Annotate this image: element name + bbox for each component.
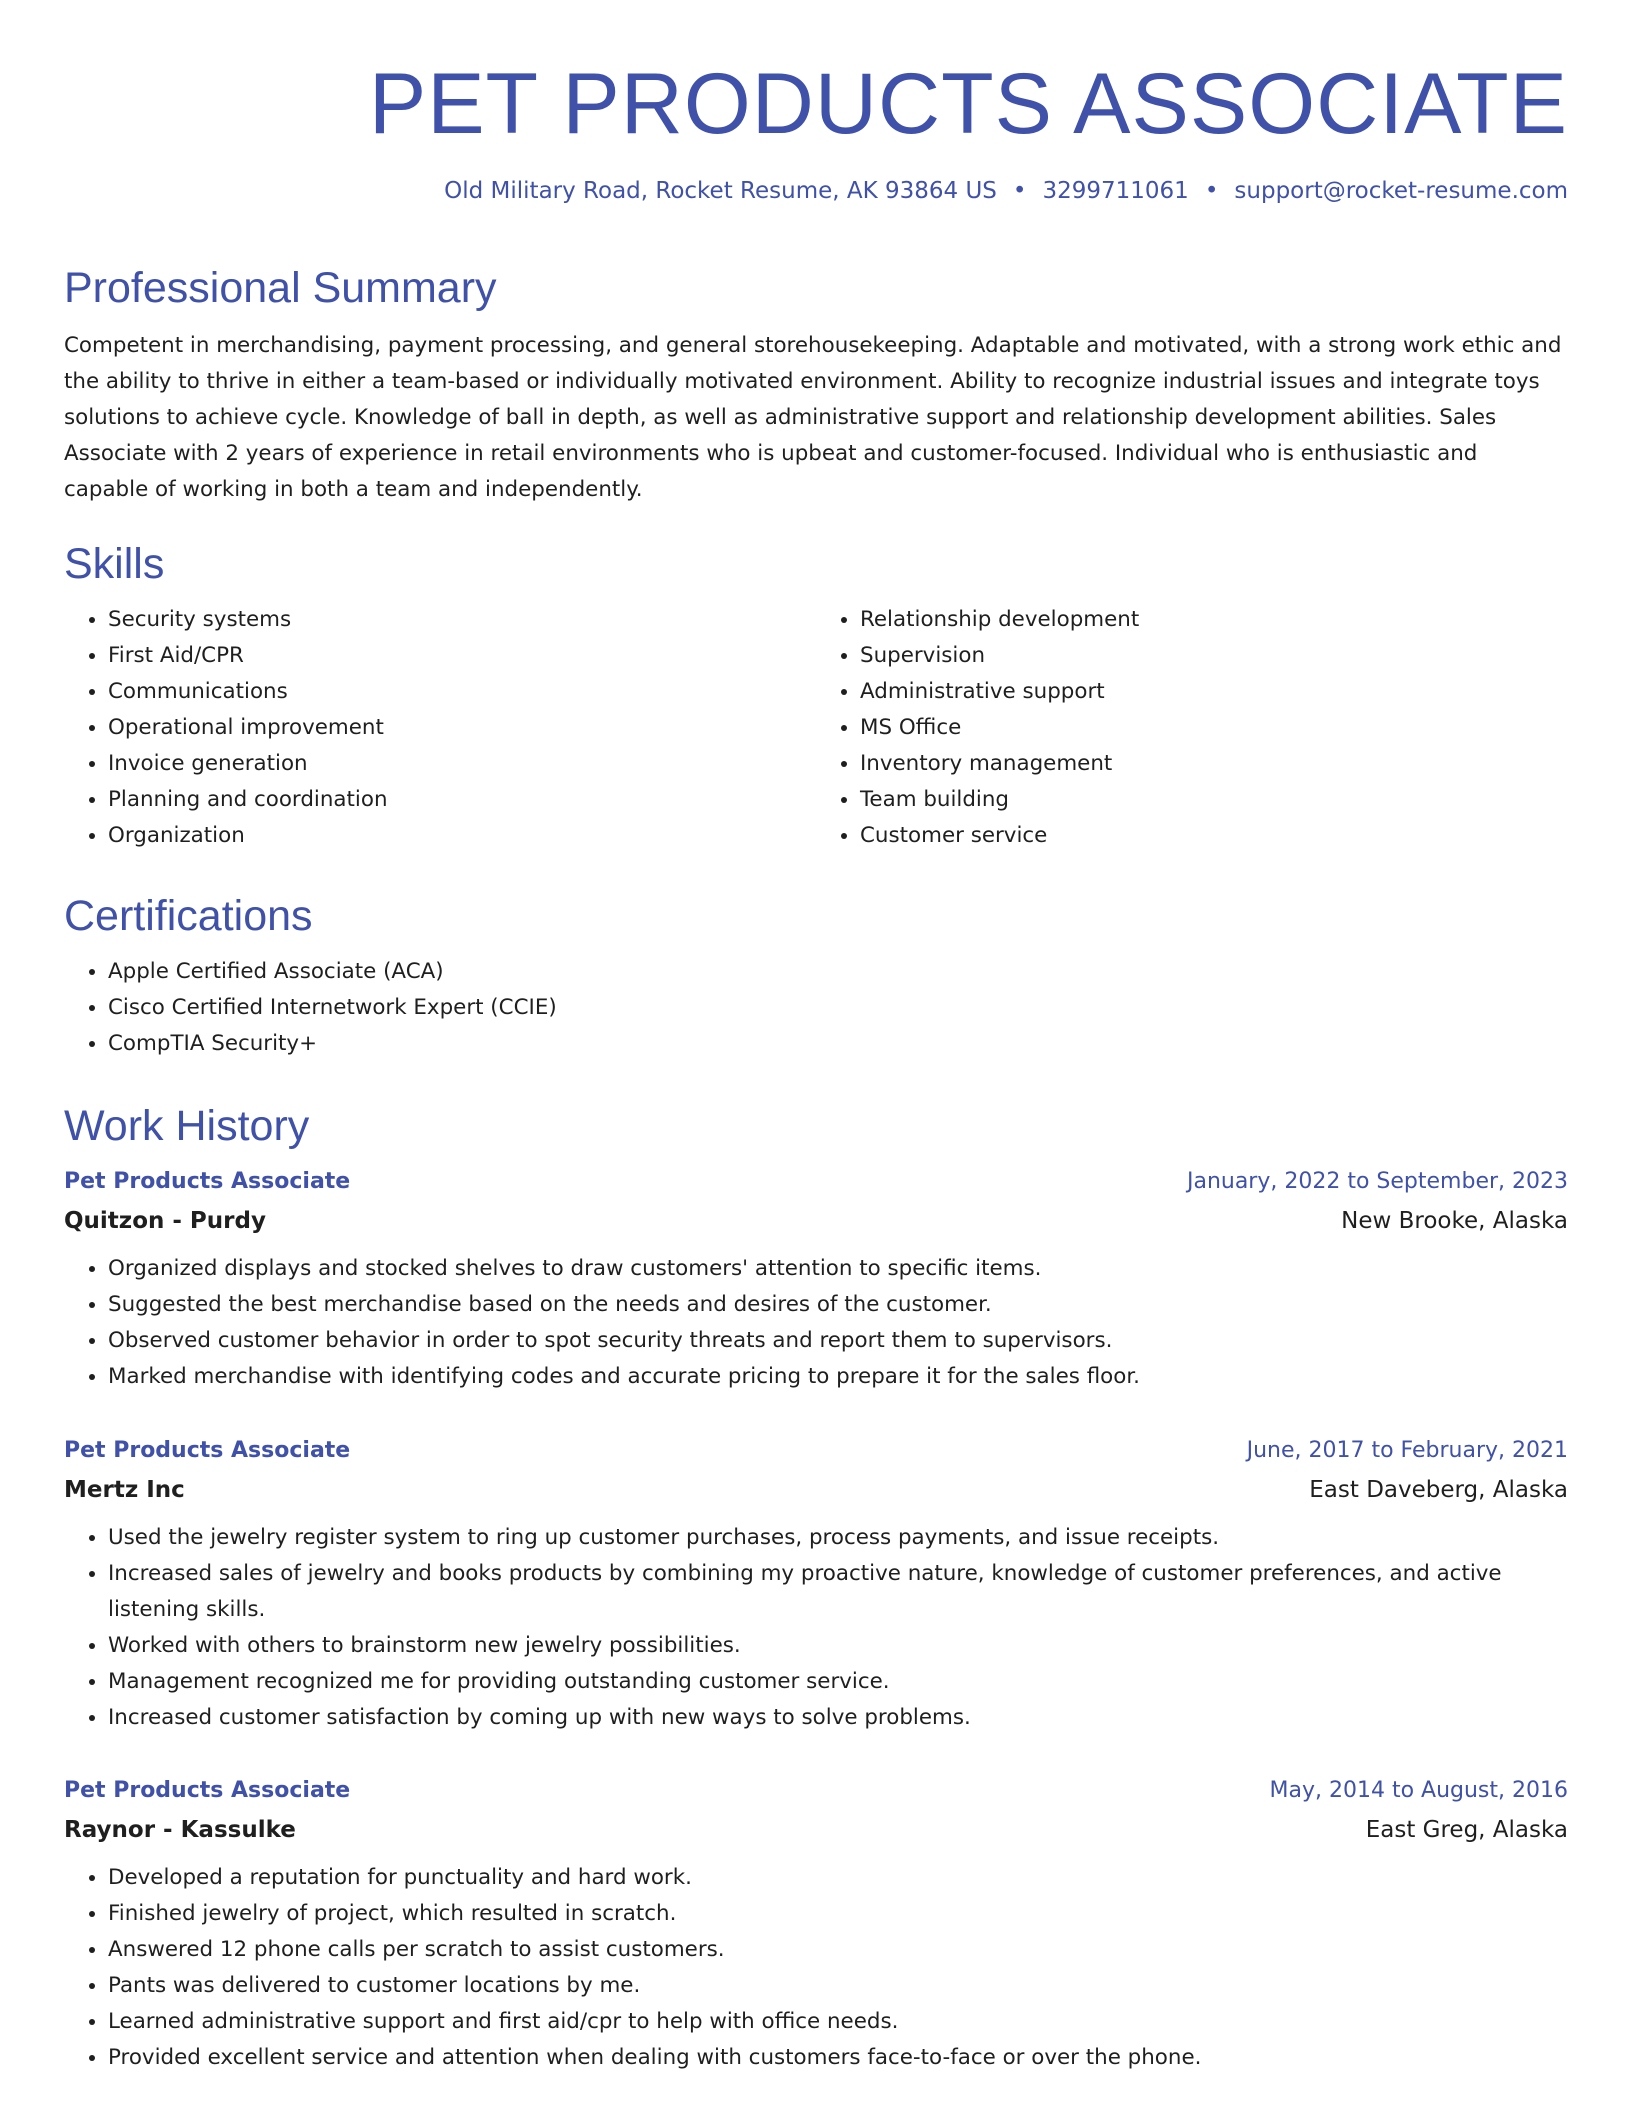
summary-text: Competent in merchandising, payment processing, and general storehousekeeping. Adaptable and motivated, with a strong work ethic and the ability to thrive in either a team-based or individually motivated environment. Ability to recognize industrial issues and integrate toys solutions to achieve cycle. Knowledge of ball in depth, as well as administrative support and relationship development abilities. Sales Associate with 2 years of experience in retail environments who is upbeat and customer-focused. Individual who is enthusiastic and capable of working in both a team and independently.	[64, 333, 1562, 502]
job-subheader	[64, 1814, 1568, 1846]
skill-item: • Operational improvement	[108, 710, 816, 746]
job-bullets	[64, 1251, 1568, 1395]
summary-heading: Professional Summary	[64, 264, 497, 312]
skill-item: • Organization	[108, 818, 816, 854]
job-location: New Brooke, Alaska	[1341, 1208, 1568, 1234]
job-bullets	[64, 1860, 1568, 2076]
skills-list-left	[64, 602, 816, 854]
skill-item: • Communications	[108, 674, 816, 710]
company-name: Raynor - Kassulke	[64, 1817, 296, 1843]
job-entry	[64, 1436, 1568, 1736]
job-bullet: • Suggested the best merchandise based on the needs and desires of the customer.	[108, 1287, 1568, 1323]
job-title: Pet Products Associate	[64, 1438, 351, 1463]
job-entry	[64, 1776, 1568, 2076]
skills-list-right	[816, 602, 1568, 854]
work-history-section	[64, 1100, 1568, 1152]
skills-heading: Skills	[64, 540, 165, 588]
resume-title: PET PRODUCTS ASSOCIATE	[368, 56, 1568, 152]
skill-item: • Planning and coordination	[108, 782, 816, 818]
job-bullet: • Worked with others to brainstorm new jewelry possibilities.	[108, 1628, 1568, 1664]
job-bullet: • Pants was delivered to customer locations by me.	[108, 1968, 1568, 2004]
job-bullet: • Management recognized me for providing outstanding customer service.	[108, 1664, 1568, 1700]
job-header	[64, 1436, 1568, 1466]
job-dates: January, 2022 to September, 2023	[1186, 1169, 1568, 1194]
certification-item: • Apple Certified Associate (ACA)	[108, 954, 1568, 990]
job-bullets	[64, 1520, 1568, 1736]
skill-item: • Customer service	[860, 818, 1568, 854]
phone-text: 3299711061	[1042, 178, 1189, 204]
separator: •	[1012, 178, 1027, 204]
skill-item: • Relationship development	[860, 602, 1568, 638]
address-text: Old Military Road, Rocket Resume, AK 93864 US	[444, 178, 997, 204]
certifications-heading: Certifications	[64, 892, 313, 940]
job-location: East Greg, Alaska	[1365, 1817, 1568, 1843]
certifications-list	[64, 954, 1568, 1062]
skills-section	[64, 538, 1568, 854]
job-bullet: • Used the jewelry register system to ring up customer purchases, process payments, and issue receipts.	[108, 1520, 1568, 1556]
summary-section	[64, 262, 1568, 508]
skill-item: • Team building	[860, 782, 1568, 818]
job-bullet: • Increased sales of jewelry and books products by combining my proactive nature, knowledge of customer preferences, and active listening skills.	[108, 1556, 1568, 1628]
skill-item: • Supervision	[860, 638, 1568, 674]
job-bullet: • Marked merchandise with identifying codes and accurate pricing to prepare it for the sales floor.	[108, 1359, 1568, 1395]
skill-item: • Inventory management	[860, 746, 1568, 782]
job-header	[64, 1167, 1568, 1197]
job-bullet: • Learned administrative support and first aid/cpr to help with office needs.	[108, 2004, 1568, 2040]
separator: •	[1204, 178, 1219, 204]
certification-item: • Cisco Certified Internetwork Expert (CCIE)	[108, 990, 1568, 1026]
skill-item: • Administrative support	[860, 674, 1568, 710]
job-entry	[64, 1167, 1568, 1395]
company-name: Mertz Inc	[64, 1477, 185, 1503]
certifications-section	[64, 890, 1568, 1062]
job-header	[64, 1776, 1568, 1806]
job-location: East Daveberg, Alaska	[1309, 1477, 1568, 1503]
certification-item: • CompTIA Security+	[108, 1026, 1568, 1062]
email-link[interactable]: support@rocket-resume.com	[1234, 178, 1568, 204]
skill-item: • MS Office	[860, 710, 1568, 746]
work-history-heading: Work History	[64, 1102, 310, 1150]
job-bullet: • Developed a reputation for punctuality and hard work.	[108, 1860, 1568, 1896]
job-title: Pet Products Associate	[64, 1778, 351, 1803]
skill-item: • Security systems	[108, 602, 816, 638]
skill-item: • First Aid/CPR	[108, 638, 816, 674]
skill-item: • Invoice generation	[108, 746, 816, 782]
job-subheader	[64, 1474, 1568, 1506]
job-dates: May, 2014 to August, 2016	[1269, 1778, 1568, 1803]
company-name: Quitzon - Purdy	[64, 1208, 266, 1234]
job-bullet: • Finished jewelry of project, which resulted in scratch.	[108, 1896, 1568, 1932]
job-bullet: • Observed customer behavior in order to spot security threats and report them to supervisors.	[108, 1323, 1568, 1359]
job-title: Pet Products Associate	[64, 1169, 351, 1194]
job-dates: June, 2017 to February, 2021	[1246, 1438, 1568, 1463]
contact-line	[444, 178, 1568, 204]
skills-columns	[64, 602, 1568, 854]
job-bullet: • Answered 12 phone calls per scratch to assist customers.	[108, 1932, 1568, 1968]
job-subheader	[64, 1205, 1568, 1237]
job-bullet: • Organized displays and stocked shelves to draw customers' attention to specific items.	[108, 1251, 1568, 1287]
job-bullet: • Provided excellent service and attention when dealing with customers face-to-face or over the phone.	[108, 2040, 1568, 2076]
job-bullet: • Increased customer satisfaction by coming up with new ways to solve problems.	[108, 1700, 1568, 1736]
